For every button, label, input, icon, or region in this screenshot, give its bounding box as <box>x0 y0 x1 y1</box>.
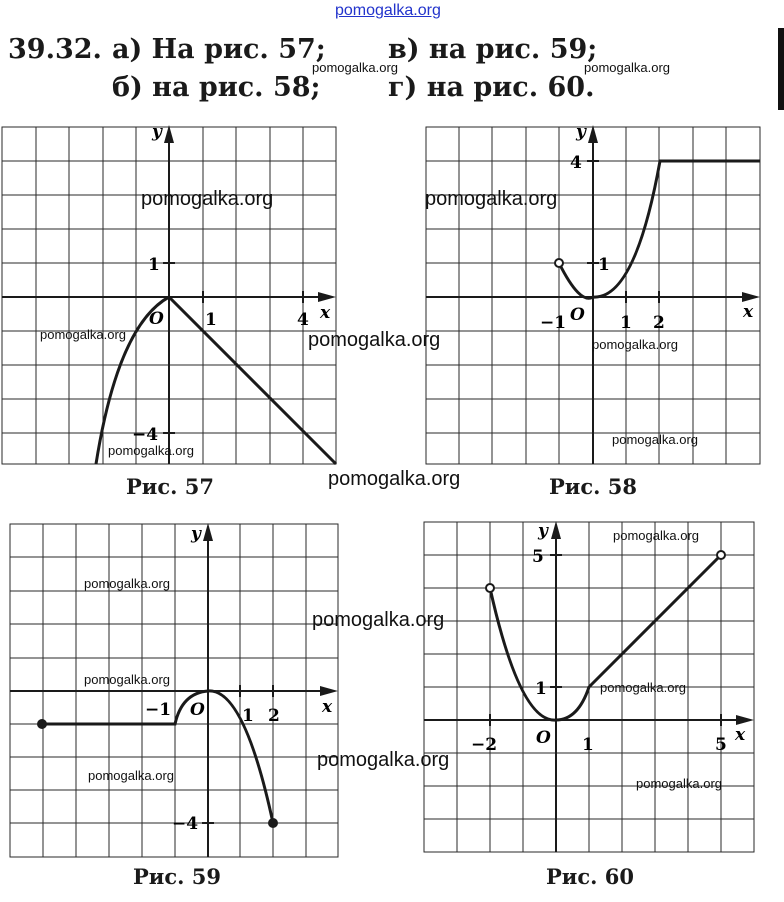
axis-text: y <box>538 521 548 541</box>
axis-text: y <box>191 524 201 544</box>
watermark: pomogalka.org <box>88 768 174 783</box>
watermark: pomogalka.org <box>312 60 398 75</box>
task-number: 39.32. <box>8 34 102 65</box>
axis-arrow <box>742 292 760 302</box>
part-d: г) на рис. 60. <box>388 72 595 103</box>
watermark: pomogalka.org <box>328 468 461 490</box>
axis-text: −1 <box>145 700 172 720</box>
watermark: pomogalka.org <box>425 188 558 210</box>
axis-text: O <box>536 728 551 748</box>
watermark: pomogalka.org <box>308 329 441 351</box>
axis-text: x <box>322 697 333 717</box>
open-point <box>486 584 494 592</box>
axis-text: O <box>570 305 585 325</box>
site-link[interactable]: pomogalka.org <box>335 2 441 19</box>
tick-label: −4 <box>132 425 159 445</box>
group <box>10 528 332 857</box>
watermark: pomogalka.org <box>108 443 194 458</box>
axis-text: 2 <box>653 313 665 333</box>
axis-text: 1 <box>582 735 594 755</box>
open-point <box>555 259 563 267</box>
axis-text: −4 <box>172 814 199 834</box>
watermark: pomogalka.org <box>141 188 274 210</box>
part-c: в) на рис. 59; <box>388 34 598 65</box>
axis-text: x <box>735 725 746 745</box>
page-edge-marker <box>778 28 784 110</box>
axis-text: 2 <box>268 706 280 726</box>
watermark: pomogalka.org <box>592 337 678 352</box>
figure-caption: Рис. 58 <box>549 474 637 499</box>
axis-text: 4 <box>570 153 582 173</box>
y-axis-arrow <box>164 125 174 143</box>
origin-label: O <box>149 309 164 329</box>
part-b: б) на рис. 58; <box>112 72 321 103</box>
figure-58-graph <box>420 120 765 470</box>
watermark: pomogalka.org <box>613 528 699 543</box>
watermark: pomogalka.org <box>40 327 126 342</box>
watermark: pomogalka.org <box>584 60 670 75</box>
open-point <box>717 551 725 559</box>
axis-text: −1 <box>540 313 567 333</box>
axis-arrow <box>551 521 561 539</box>
axis-arrow <box>588 125 598 143</box>
axis-text: 1 <box>242 706 254 726</box>
axis-text: −2 <box>471 735 498 755</box>
axis-text: x <box>743 302 754 322</box>
axis-text: 5 <box>532 547 544 567</box>
watermark: pomogalka.org <box>317 749 450 771</box>
watermark: pomogalka.org <box>84 672 170 687</box>
axis-arrow <box>320 686 338 696</box>
axis-text: y <box>576 122 586 142</box>
x-axis-arrow <box>318 292 336 302</box>
part-a: а) На рис. 57; <box>112 34 326 65</box>
figure-59-graph <box>4 518 344 860</box>
axis-text: 1 <box>535 679 547 699</box>
tick-label: 4 <box>297 310 309 330</box>
figure-caption: Рис. 60 <box>546 864 634 889</box>
axis-text: O <box>190 700 205 720</box>
closed-point <box>37 719 47 729</box>
tick-label: 1 <box>148 255 160 275</box>
watermark: pomogalka.org <box>84 576 170 591</box>
axis-arrow <box>736 715 754 725</box>
figure-60-graph <box>420 518 760 858</box>
axis-text: 1 <box>620 313 632 333</box>
closed-point <box>268 818 278 828</box>
y-axis-label: y <box>152 122 162 142</box>
watermark: pomogalka.org <box>600 680 686 695</box>
tick-label: 1 <box>205 310 217 330</box>
figure-caption: Рис. 59 <box>133 864 221 889</box>
watermark: pomogalka.org <box>612 432 698 447</box>
x-axis-label: x <box>320 303 331 323</box>
figure-57-graph <box>0 120 340 470</box>
axis-arrow <box>203 523 213 541</box>
watermark: pomogalka.org <box>312 609 445 631</box>
graph-curve <box>490 555 721 720</box>
axis-text: 5 <box>715 735 727 755</box>
axis-text: 1 <box>598 255 610 275</box>
figure-caption: Рис. 57 <box>126 474 214 499</box>
watermark: pomogalka.org <box>636 776 722 791</box>
